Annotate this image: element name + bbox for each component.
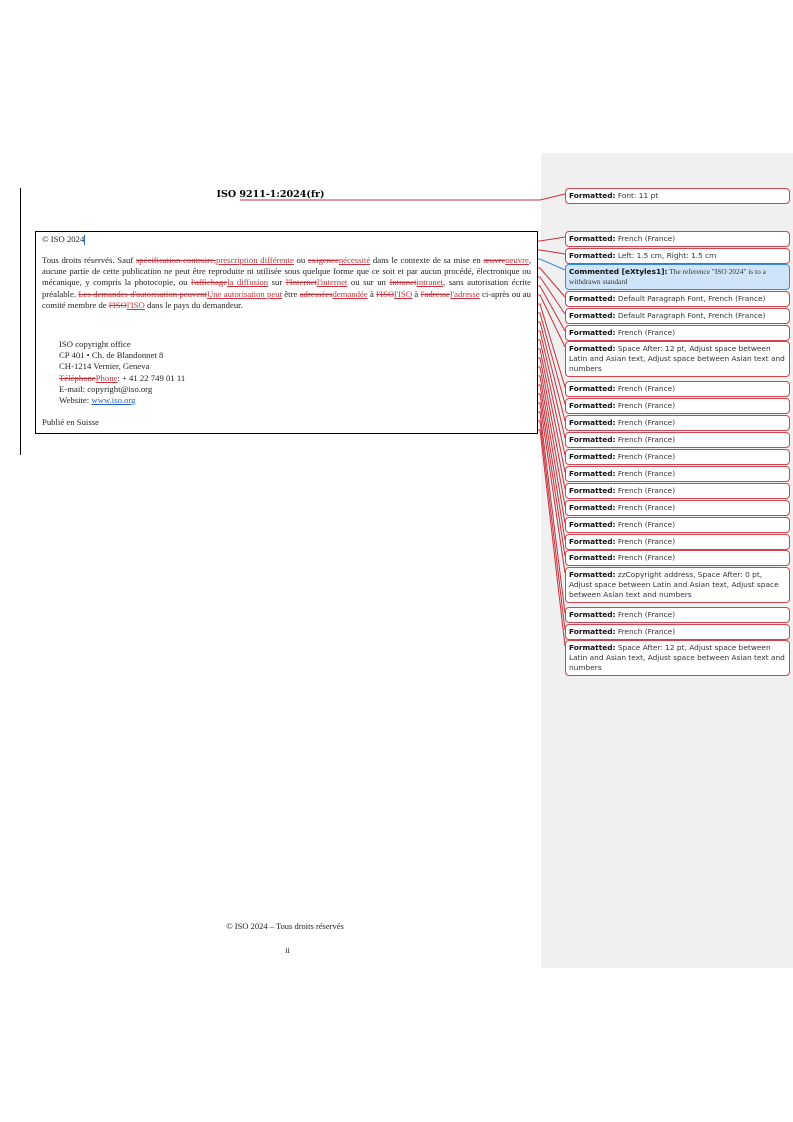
text-cursor (84, 235, 85, 245)
website-link[interactable]: www.iso.org (91, 395, 136, 406)
balloon-label: Formatted: (569, 627, 616, 636)
deleted-text: l'adresse (420, 288, 451, 299)
inserted-text: l'ISO (126, 299, 145, 310)
deleted-text: œuvre (483, 255, 506, 265)
page-footer: © ISO 2024 – Tous droits réservés (226, 921, 344, 931)
balloon-label: Formatted: (569, 191, 616, 200)
balloon-text: French (France) (615, 384, 676, 393)
deleted-text: l'ISO (376, 288, 395, 299)
balloon-label: Formatted: (569, 486, 616, 495)
body-text: dans le pays du demandeur. (144, 299, 243, 310)
balloon-text: French (France) (615, 503, 676, 512)
balloon-text: French (France) (615, 537, 676, 546)
balloon-text: Default Paragraph Font, French (France) (615, 294, 766, 303)
formatting-balloon[interactable] (565, 291, 790, 307)
copyright-box (35, 231, 538, 434)
deleted-text: l'ISO (108, 299, 127, 310)
inserted-text: Une autorisation peut (206, 288, 282, 299)
formatting-balloon[interactable] (565, 640, 790, 676)
formatting-balloon[interactable] (565, 188, 790, 204)
formatting-balloon[interactable] (565, 248, 790, 264)
balloon-label: Formatted: (569, 311, 616, 320)
formatting-balloon[interactable] (565, 415, 790, 431)
balloon-text: French (France) (615, 418, 676, 427)
body-text: être (282, 288, 300, 299)
deleted-text: adressées (299, 288, 333, 299)
copyright-line (42, 234, 531, 245)
comment-balloon[interactable] (565, 264, 790, 290)
formatting-balloon[interactable] (565, 500, 790, 516)
inserted-text: demandée (332, 288, 368, 299)
balloon-text: Default Paragraph Font, French (France) (615, 311, 766, 320)
deleted-text: l'Internet (285, 277, 317, 288)
deleted-text: exigence (307, 255, 339, 265)
address-line: CH-1214 Vernier, Geneva (59, 361, 150, 372)
deleted-text: Les demandes d'autorisation peuvent (78, 288, 207, 299)
formatting-balloon[interactable] (565, 398, 790, 414)
phone-value: : + 41 22 749 01 11 (117, 372, 186, 383)
balloon-label: Formatted: (569, 643, 616, 652)
balloon-label: Formatted: (569, 328, 616, 337)
formatting-balloon[interactable] (565, 517, 790, 533)
inserted-text: l'adresse (450, 288, 480, 299)
body-text: ou sur un (347, 277, 390, 288)
address-line: CP 401 • Ch. de Blandonnet 8 (59, 350, 164, 361)
balloon-label: Formatted: (569, 251, 616, 260)
balloon-label: Formatted: (569, 234, 616, 243)
formatting-balloon[interactable] (565, 231, 790, 247)
balloon-label: Formatted: (569, 418, 616, 427)
inserted-text: nécessité (338, 255, 371, 265)
body-text: ou (293, 255, 308, 265)
balloon-text: Space After: 12 pt, Adjust space between Latin and Asian text, Adjust space between Asian text and numbers (569, 643, 785, 672)
balloon-text: French (France) (615, 486, 676, 495)
document-header: ISO 9211-1:2024(fr) (216, 189, 325, 200)
formatting-balloon[interactable] (565, 432, 790, 448)
inserted-text: intranet (416, 277, 443, 288)
body-text: Tous droits réservés. Sauf (42, 255, 136, 265)
formatting-balloon[interactable] (565, 607, 790, 623)
website-line (59, 395, 531, 406)
balloon-label: Formatted: (569, 570, 616, 579)
balloon-text: French (France) (615, 435, 676, 444)
address-block (59, 339, 531, 406)
body-text: à (412, 288, 421, 299)
balloon-label: Formatted: (569, 503, 616, 512)
body-text: , aucune partie de cette publication ne peut être reproduite ni utilisée sous quelque forme que ce soit et par aucun procédé, électronique ou mécanique, y compris la photocopie, ou (42, 255, 531, 288)
body-text: sur (268, 277, 286, 288)
formatting-balloon[interactable] (565, 534, 790, 550)
balloon-text: French (France) (615, 610, 676, 619)
balloon-text: Space After: 12 pt, Adjust space between Latin and Asian text, Adjust space between Asian text and numbers (569, 344, 785, 373)
balloon-label: Formatted: (569, 294, 616, 303)
copyright-symbol: © (42, 234, 51, 244)
balloon-label: Formatted: (569, 469, 616, 478)
formatting-balloon[interactable] (565, 567, 790, 603)
copyright-year: 2024 (66, 234, 85, 244)
body-text: ci-après ou au comité membre de (42, 288, 531, 310)
balloon-text: French (France) (615, 520, 676, 529)
formatting-balloon[interactable] (565, 308, 790, 324)
balloon-label: Formatted: (569, 610, 616, 619)
page-number: ii (285, 945, 290, 955)
balloon-text: French (France) (615, 328, 676, 337)
balloon-text: Font: 11 pt (615, 191, 659, 200)
balloon-label: Formatted: (569, 435, 616, 444)
balloon-text: Left: 1.5 cm, Right: 1.5 cm (615, 251, 717, 260)
inserted-text: l'ISO (394, 288, 413, 299)
balloon-text: French (France) (615, 627, 676, 636)
inserted-text: prescription différente (216, 255, 294, 265)
change-bar (20, 188, 21, 455)
balloon-text: French (France) (615, 469, 676, 478)
balloon-label: Formatted: (569, 344, 616, 353)
inserted-text: la diffusion (227, 277, 269, 288)
inserted-text: Phone (95, 372, 118, 383)
deleted-text: spécification contraire, (135, 255, 217, 265)
balloon-label: Formatted: (569, 553, 616, 562)
address-line: ISO copyright office (59, 339, 131, 349)
formatting-balloon[interactable] (565, 624, 790, 640)
formatting-balloon[interactable] (565, 341, 790, 377)
balloon-text: French (France) (615, 401, 676, 410)
formatting-balloon[interactable] (565, 449, 790, 465)
formatting-balloon[interactable] (565, 483, 790, 499)
published-line: Publié en Suisse (42, 417, 99, 427)
balloon-text: French (France) (615, 234, 676, 243)
body-text: dans le contexte de sa mise en (370, 255, 484, 265)
balloon-text: The reference "ISO 2024" is to a withdrawn standard (569, 267, 766, 286)
body-text: à (367, 288, 377, 299)
balloon-text: zzCopyright address, Space After: 0 pt, Adjust space between Latin and Asian text, Adjust space between Asian text and numbers (569, 570, 779, 599)
rights-paragraph (42, 255, 531, 311)
email-line: E-mail: copyright@iso.org (59, 383, 153, 394)
inserted-text: oeuvre (505, 255, 529, 265)
website-label: Website: (59, 395, 92, 406)
balloon-label: Formatted: (569, 537, 616, 546)
formatting-balloon[interactable] (565, 381, 790, 397)
deleted-text: l'affichage (191, 277, 228, 288)
balloon-label: Formatted: (569, 452, 616, 461)
balloon-label: Formatted: (569, 401, 616, 410)
copyright-iso: ISO (50, 234, 65, 244)
deleted-text: Téléphone (59, 372, 96, 383)
balloon-text: French (France) (615, 452, 676, 461)
balloon-label: Formatted: (569, 520, 616, 529)
deleted-text: Intranet (389, 277, 417, 288)
formatting-balloon[interactable] (565, 550, 790, 566)
body-text: , sans autorisation écrite préalable. (42, 277, 532, 299)
inserted-text: l'internet (316, 277, 348, 288)
balloon-label: Formatted: (569, 384, 616, 393)
formatting-balloon[interactable] (565, 466, 790, 482)
formatting-balloon[interactable] (565, 325, 790, 341)
phone-line (59, 373, 531, 384)
balloon-text: French (France) (615, 553, 676, 562)
balloon-label: Commented [eXtyles1]: (569, 267, 668, 276)
